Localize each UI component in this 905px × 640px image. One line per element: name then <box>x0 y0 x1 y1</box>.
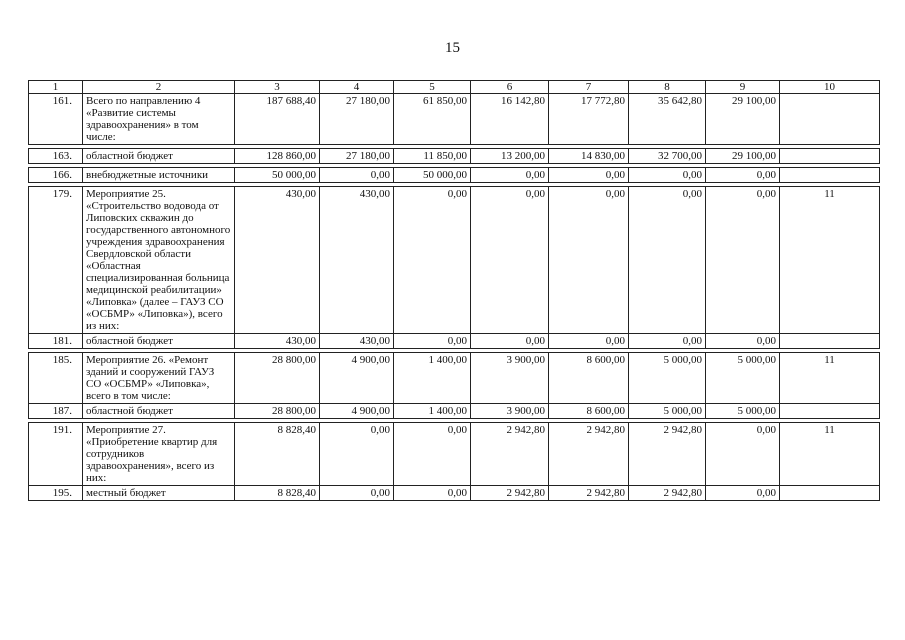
row-number: 185. <box>29 353 83 404</box>
value-cell: 50 000,00 <box>394 168 471 183</box>
value-cell: 0,00 <box>706 334 780 349</box>
header-cell: 8 <box>629 81 706 94</box>
value-cell: 128 860,00 <box>235 149 320 164</box>
target-indicator-cell <box>780 486 880 501</box>
target-indicator-cell <box>780 149 880 164</box>
header-cell: 3 <box>235 81 320 94</box>
row-description: областной бюджет <box>83 149 235 164</box>
value-cell: 0,00 <box>320 486 394 501</box>
table-row <box>29 353 880 404</box>
value-cell: 0,00 <box>629 187 706 334</box>
header-cell: 9 <box>706 81 780 94</box>
row-description: областной бюджет <box>83 334 235 349</box>
row-number: 187. <box>29 404 83 419</box>
table-row <box>29 168 880 183</box>
value-cell: 0,00 <box>549 187 629 334</box>
value-cell: 29 100,00 <box>706 94 780 145</box>
target-indicator-cell <box>780 404 880 419</box>
table-row <box>29 94 880 145</box>
value-cell: 17 772,80 <box>549 94 629 145</box>
header-cell: 4 <box>320 81 394 94</box>
header-cell: 6 <box>471 81 549 94</box>
value-cell: 27 180,00 <box>320 94 394 145</box>
value-cell: 0,00 <box>471 187 549 334</box>
table-row <box>29 404 880 419</box>
value-cell: 2 942,80 <box>629 423 706 486</box>
value-cell: 0,00 <box>394 334 471 349</box>
value-cell: 2 942,80 <box>549 423 629 486</box>
table-row <box>29 423 880 486</box>
value-cell: 29 100,00 <box>706 149 780 164</box>
table-row <box>29 334 880 349</box>
header-cell: 5 <box>394 81 471 94</box>
value-cell: 0,00 <box>706 423 780 486</box>
value-cell: 0,00 <box>706 486 780 501</box>
value-cell: 14 830,00 <box>549 149 629 164</box>
row-number: 161. <box>29 94 83 145</box>
value-cell: 13 200,00 <box>471 149 549 164</box>
value-cell: 4 900,00 <box>320 404 394 419</box>
row-description: Мероприятие 25. «Строительство водовода от Липовских скважин до государственного автономного учреждения здравоохранения Свердловской области «Областная специализированная больница медицинской реабилитации» «Липовка» (далее – ГАУЗ СО «ОСБМР» «Липовка»), всего из них: <box>83 187 235 334</box>
row-description: Мероприятие 27. «Приобретение квартир для сотрудников здравоохранения», всего из них: <box>83 423 235 486</box>
value-cell: 430,00 <box>235 187 320 334</box>
value-cell: 430,00 <box>320 334 394 349</box>
header-cell: 10 <box>780 81 880 94</box>
value-cell: 5 000,00 <box>706 353 780 404</box>
value-cell: 8 600,00 <box>549 404 629 419</box>
value-cell: 0,00 <box>629 168 706 183</box>
value-cell: 61 850,00 <box>394 94 471 145</box>
value-cell: 0,00 <box>549 334 629 349</box>
header-cell: 2 <box>83 81 235 94</box>
value-cell: 430,00 <box>235 334 320 349</box>
value-cell: 0,00 <box>629 334 706 349</box>
value-cell: 2 942,80 <box>549 486 629 501</box>
value-cell: 0,00 <box>471 168 549 183</box>
value-cell: 2 942,80 <box>629 486 706 501</box>
value-cell: 11 850,00 <box>394 149 471 164</box>
value-cell: 16 142,80 <box>471 94 549 145</box>
value-cell: 1 400,00 <box>394 353 471 404</box>
table-body <box>29 81 880 501</box>
value-cell: 0,00 <box>549 168 629 183</box>
row-number: 195. <box>29 486 83 501</box>
row-number: 179. <box>29 187 83 334</box>
header-cell: 7 <box>549 81 629 94</box>
row-description: внебюджетные источники <box>83 168 235 183</box>
row-description: местный бюджет <box>83 486 235 501</box>
value-cell: 430,00 <box>320 187 394 334</box>
value-cell: 0,00 <box>471 334 549 349</box>
table-row <box>29 149 880 164</box>
value-cell: 0,00 <box>394 423 471 486</box>
value-cell: 5 000,00 <box>629 353 706 404</box>
row-number: 181. <box>29 334 83 349</box>
header-cell: 1 <box>29 81 83 94</box>
value-cell: 32 700,00 <box>629 149 706 164</box>
table-row <box>29 187 880 334</box>
value-cell: 8 600,00 <box>549 353 629 404</box>
value-cell: 1 400,00 <box>394 404 471 419</box>
value-cell: 35 642,80 <box>629 94 706 145</box>
value-cell: 3 900,00 <box>471 404 549 419</box>
row-description: Мероприятие 26. «Ремонт зданий и сооружений ГАУЗ СО «ОСБМР» «Липовка», всего в том числе: <box>83 353 235 404</box>
value-cell: 187 688,40 <box>235 94 320 145</box>
target-indicator-cell: 11 <box>780 353 880 404</box>
value-cell: 50 000,00 <box>235 168 320 183</box>
value-cell: 0,00 <box>706 168 780 183</box>
table-header-row <box>29 81 880 94</box>
value-cell: 28 800,00 <box>235 353 320 404</box>
value-cell: 3 900,00 <box>471 353 549 404</box>
value-cell: 27 180,00 <box>320 149 394 164</box>
value-cell: 8 828,40 <box>235 486 320 501</box>
value-cell: 0,00 <box>394 187 471 334</box>
row-description: областной бюджет <box>83 404 235 419</box>
value-cell: 5 000,00 <box>706 404 780 419</box>
value-cell: 0,00 <box>394 486 471 501</box>
value-cell: 5 000,00 <box>629 404 706 419</box>
budget-table <box>28 80 880 501</box>
target-indicator-cell <box>780 94 880 145</box>
value-cell: 0,00 <box>320 168 394 183</box>
row-number: 166. <box>29 168 83 183</box>
target-indicator-cell <box>780 334 880 349</box>
value-cell: 4 900,00 <box>320 353 394 404</box>
table-row <box>29 486 880 501</box>
row-number: 191. <box>29 423 83 486</box>
value-cell: 0,00 <box>320 423 394 486</box>
value-cell: 2 942,80 <box>471 486 549 501</box>
value-cell: 8 828,40 <box>235 423 320 486</box>
value-cell: 0,00 <box>706 187 780 334</box>
page-number: 15 <box>445 40 460 56</box>
row-number: 163. <box>29 149 83 164</box>
target-indicator-cell: 11 <box>780 423 880 486</box>
target-indicator-cell <box>780 168 880 183</box>
target-indicator-cell: 11 <box>780 187 880 334</box>
value-cell: 28 800,00 <box>235 404 320 419</box>
value-cell: 2 942,80 <box>471 423 549 486</box>
row-description: Всего по направлению 4 «Развитие системы здравоохранения» в том числе: <box>83 94 235 145</box>
